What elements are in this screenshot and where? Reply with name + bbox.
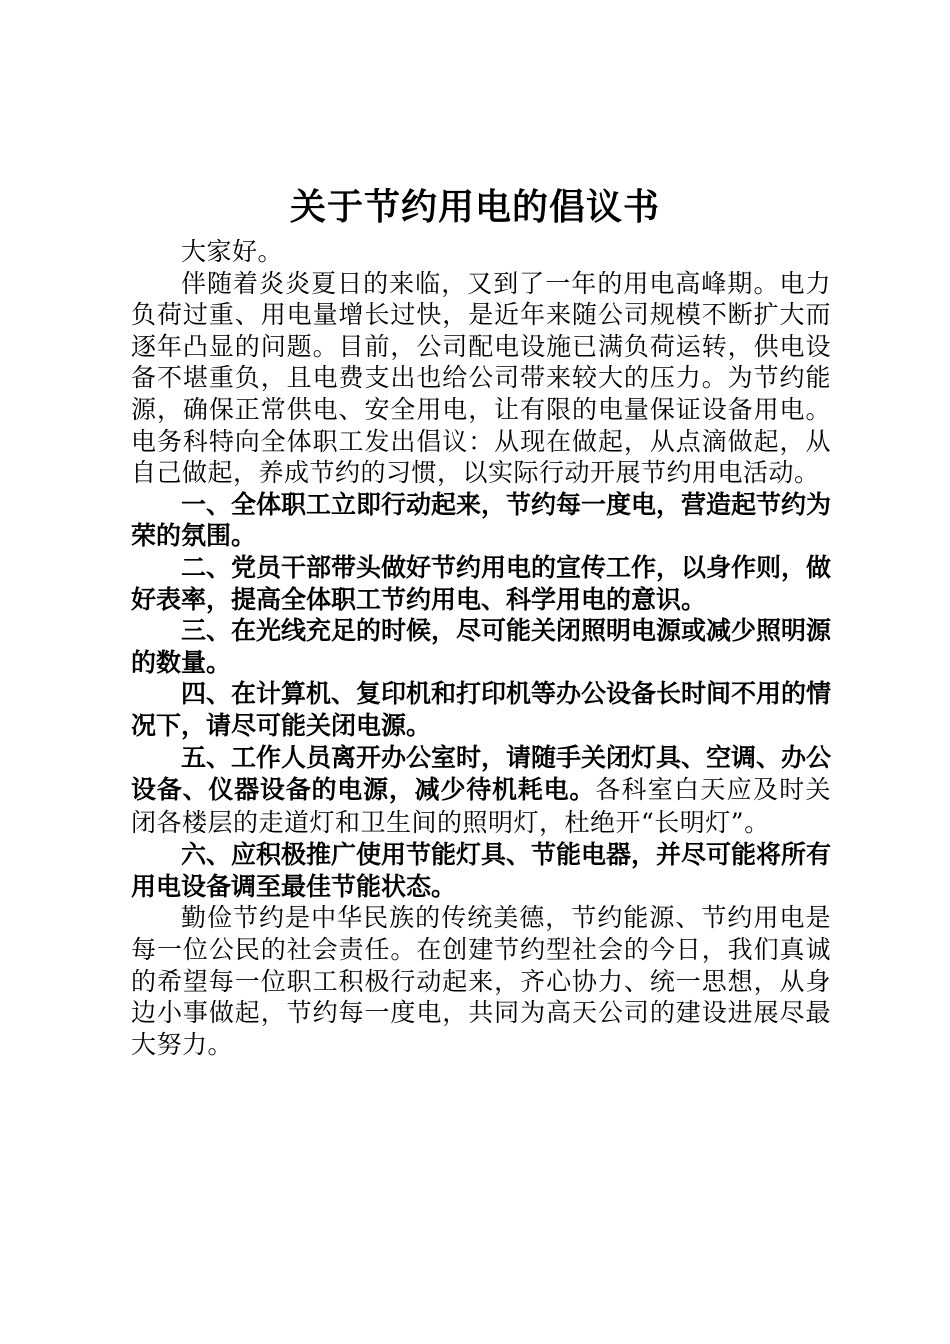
page-title: 关于节约用电的倡议书 [289, 187, 660, 228]
document-body [131, 236, 831, 1060]
proposal-item-5 [131, 742, 831, 840]
proposal-item-6: 六、应积极推广使用节能灯具、节能电器，并尽可能将所有用电设备调至最佳节能状态。 [131, 840, 832, 901]
greeting-paragraph: 大家好。 [181, 237, 284, 266]
intro-paragraph: 伴随着炎炎夏日的来临，又到了一年的用电高峰期。电力负荷过重、用电量增长过快，是近年来随公司规模不断扩大而逐年凸显的问题。目前，公司配电设施已满负荷运转，供电设备不堪重负，且电费支出也给公司带来较大的压力。为节约能源，确保正常供电、安全用电，让有限的电量保证设备用电。电务科特向全体职工发出倡议：从现在做起，从点滴做起，从自己做起，养成节约的习惯，以实际行动开展节约用电活动。 [131, 268, 831, 488]
proposal-item-4: 四、在计算机、复印机和打印机等办公设备长时间不用的情况下，请尽可能关闭电源。 [131, 679, 832, 740]
proposal-item-3: 三、在光线充足的时候，尽可能关闭照明电源或减少照明源的数量。 [131, 616, 832, 677]
proposal-item-5-main: 五、工作人员离开办公室时，请随手关闭灯具、空调、办公设备、仪器设备的电源，减少待机耗电。 [131, 742, 832, 805]
proposal-item-2: 二、党员干部带头做好节约用电的宣传工作，以身作则，做好表率，提高全体职工节约用电、科学用电的意识。 [131, 552, 832, 614]
proposal-item-5-extra: 各科室白天应及时关闭各楼层的走道灯和卫生间的照明灯，杜绝开“长明灯”。 [131, 775, 831, 837]
closing-paragraph: 勤俭节约是中华民族的传统美德，节约能源、节约用电是每一位公民的社会责任。在创建节约型社会的今日，我们真诚的希望每一位职工积极行动起来，齐心协力、统一思想，从身边小事做起，节约每一度电，共同为高天公司的建设进展尽最大努力。 [131, 903, 831, 1059]
proposal-item-1: 一、全体职工立即行动起来，节约每一度电，营造起节约为荣的氛围。 [131, 489, 832, 551]
